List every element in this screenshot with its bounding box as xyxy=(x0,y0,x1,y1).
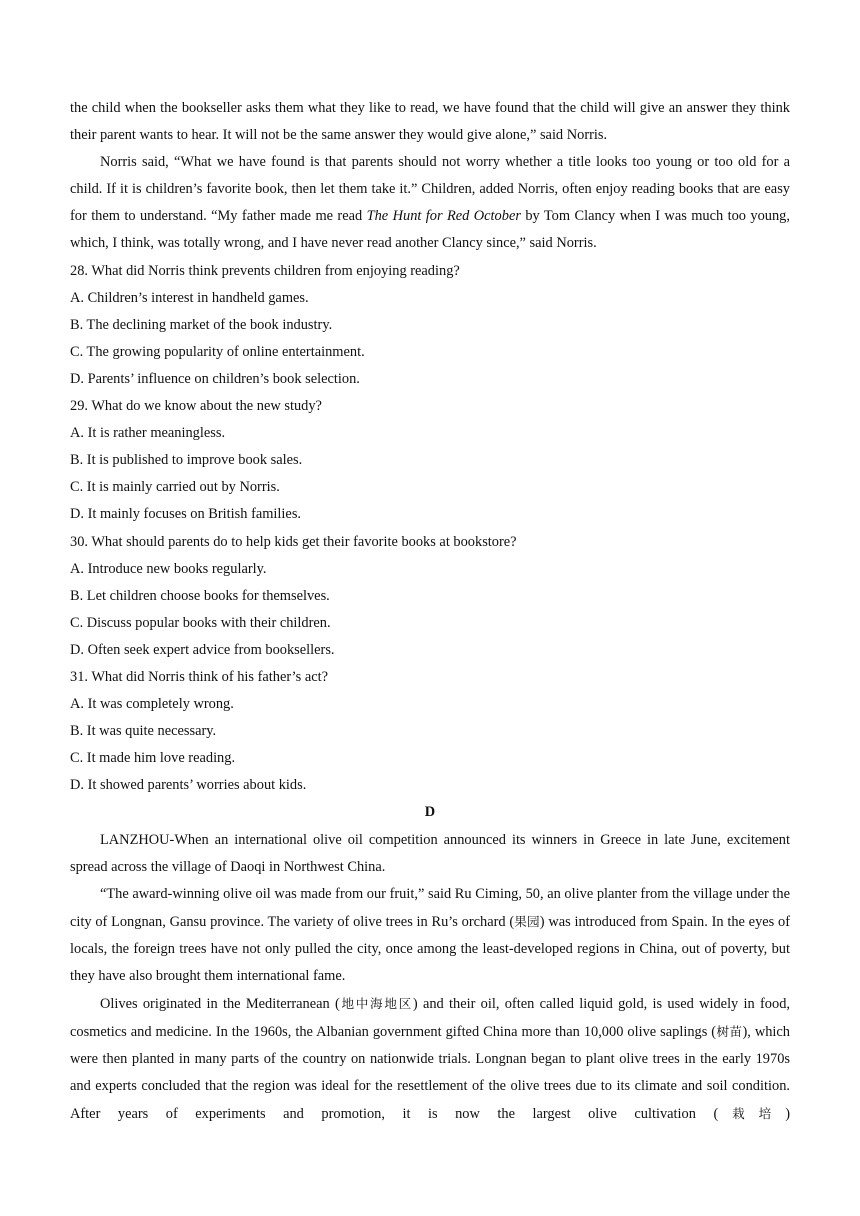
option-d: D. It showed parents’ worries about kids. xyxy=(70,777,307,794)
option-b: B. Let children choose books for themselves. xyxy=(70,587,330,604)
question-29 xyxy=(70,393,790,528)
question-stem: 30. What should parents do to help kids get their favorite books at bookstore? xyxy=(70,533,517,550)
option-c: C. It made him love reading. xyxy=(70,750,236,767)
question-stem: 31. What did Norris think of his father’s act? xyxy=(70,668,329,685)
passage-c-paragraph-2: Norris said, “What we have found is that parents should not worry whether a title looks too young or too old for a child. If it is children’s favorite book, then let them take it.” Children, added Norris, often enjoy reading books that are easy for them to understand. “My father made me read The Hunt for Red October by Tom Clancy when I was much too young, which, I think, was totally wrong, and I have never read another Clancy since,” said Norris. xyxy=(70,154,790,252)
option-c: C. It is mainly carried out by Norris. xyxy=(70,479,280,496)
question-31 xyxy=(70,664,790,799)
passage-d-paragraph-3: Olives originated in the Mediterranean (地中海地区) and their oil, often called liquid gold, is used widely in food, cosmetics and medicine. In the 1960s, the Albanian government gifted China more than 10,000 olive saplings (树苗), which were then planted in many parts of the country on nationwide trials. Longnan began to plant olive trees in the early 1970s and experts concluded that the region was ideal for the resettlement of the olive trees due to its climate and soil condition. After years of experiments and promotion, it is now the largest olive cultivation (栽培) xyxy=(70,996,790,1123)
chinese-gloss: 果园 xyxy=(514,913,540,929)
question-30 xyxy=(70,529,790,664)
document-page xyxy=(70,95,790,1129)
question-28 xyxy=(70,258,790,393)
chinese-gloss: 树苗 xyxy=(716,1024,743,1040)
option-c: C. The growing popularity of online entertainment. xyxy=(70,343,365,360)
option-d: D. Often seek expert advice from booksellers. xyxy=(70,641,335,658)
chinese-gloss: 地中海地区 xyxy=(339,996,413,1012)
book-title: The Hunt for Red October xyxy=(366,208,521,225)
question-stem: 28. What did Norris think prevents children from enjoying reading? xyxy=(70,262,460,279)
option-b: B. The declining market of the book industry. xyxy=(70,316,333,333)
option-d: D. Parents’ influence on children’s book selection. xyxy=(70,370,360,387)
option-a: A. It is rather meaningless. xyxy=(70,425,226,442)
option-a: A. Introduce new books regularly. xyxy=(70,560,267,577)
option-d: D. It mainly focuses on British families. xyxy=(70,506,302,523)
passage-d-paragraph-2: “The award-winning olive oil was made from our fruit,” said Ru Ciming, 50, an olive planter from the village under the city of Longnan, Gansu province. The variety of olive trees in Ru’s orchard (果园) was introduced from Spain. In the eyes of locals, the foreign trees have not only pulled the city, once among the least-developed regions in China, out of poverty, but they have also brought them international fame. xyxy=(70,885,790,984)
option-a: A. It was completely wrong. xyxy=(70,696,234,713)
option-c: C. Discuss popular books with their children. xyxy=(70,614,331,631)
option-b: B. It was quite necessary. xyxy=(70,723,217,740)
passage-c-paragraph-1: the child when the bookseller asks them what they like to read, we have found that the child will give an answer they think their parent wants to hear. It will not be the same answer they would give alone,” said Norris. xyxy=(70,100,790,144)
section-heading-d: D xyxy=(424,804,436,821)
option-a: A. Children’s interest in handheld games. xyxy=(70,289,309,306)
question-stem: 29. What do we know about the new study? xyxy=(70,398,322,415)
chinese-gloss: 栽培 xyxy=(718,1106,786,1122)
passage-d-paragraph-1: LANZHOU-When an international olive oil competition announced its winners in Greece in late June, excitement spread across the village of Daoqi in Northwest China. xyxy=(70,831,790,875)
option-b: B. It is published to improve book sales. xyxy=(70,452,303,469)
